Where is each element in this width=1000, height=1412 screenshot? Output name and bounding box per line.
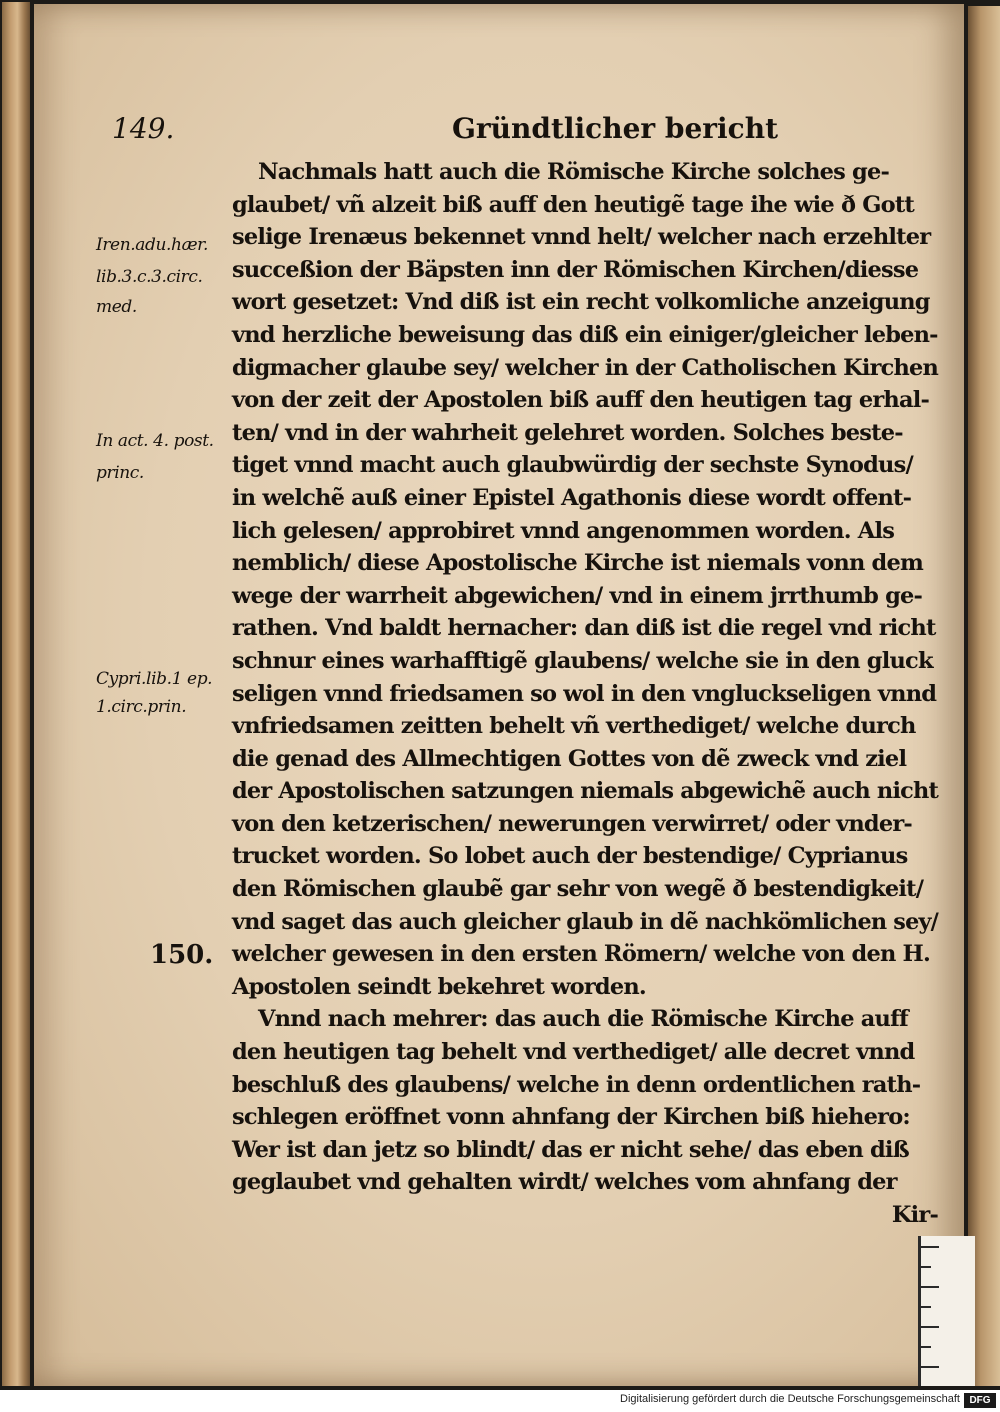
dfg-logo: DFG xyxy=(964,1393,996,1408)
text-line: der Apostolischen satzungen niemals abgewichẽ auch nicht xyxy=(232,778,939,805)
text-line: digmacher glaube sey/ welcher in der Catholischen Kirchen xyxy=(232,354,938,381)
text-line: wege der warrheit abgewichen/ vnd in einem jrrthumb ge- xyxy=(232,582,923,609)
marginal-note: Cypri.lib.1 ep. xyxy=(96,669,213,689)
text-line: schnur eines warhafftigẽ glaubens/ welche sie in den gluck xyxy=(232,647,933,674)
text-line: tiget vnnd macht auch glaubwürdig der sechste Synodus/ xyxy=(232,452,913,479)
text-line: Wer ist dan jetz so blindt/ das er nicht sehe/ das eben diß xyxy=(232,1136,909,1163)
scan-ruler xyxy=(918,1236,975,1386)
text-line: trucket worden. So lobet auch der bestendige/ Cyprianus xyxy=(232,843,908,870)
text-line: den heutigen tag behelt vnd verthediget/ alle decret vnnd xyxy=(232,1039,915,1066)
text-line: Vnnd nach mehrer: das auch die Römische Kirche auff xyxy=(258,1006,908,1033)
text-line: schlegen eröffnet vonn ahnfang der Kirchen biß hiehero: xyxy=(232,1104,910,1131)
text-line: wort gesetzet: Vnd diß ist ein recht volkomliche anzeigung xyxy=(232,289,930,316)
footer-bar xyxy=(0,1390,1000,1412)
text-line: lich gelesen/ approbiret vnnd angenommen worden. Als xyxy=(232,517,895,544)
text-line: glaubet/ vñ alzeit biß auff den heutigẽ tage ihe wie ð Gott xyxy=(232,191,915,218)
marginal-note: Iren.adu.hær. xyxy=(96,235,209,255)
text-line: vnfriedsamen zeitten behelt vñ verthediget/ welche durch xyxy=(232,713,916,740)
text-line: seligen vnnd friedsamen so wol in den vngluckseligen vnnd xyxy=(232,680,937,707)
text-line: ten/ vnd in der wahrheit gelehret worden. Solches beste- xyxy=(232,419,903,446)
section-number: 150. xyxy=(150,940,214,970)
ruler-tick xyxy=(921,1366,939,1368)
text-line: vnd saget das auch gleicher glaub in dẽ nachkömlichen sey/ xyxy=(232,908,939,935)
facing-page-edge xyxy=(968,6,1000,1386)
marginal-note: lib.3.c.3.circ. xyxy=(96,267,203,287)
text-line: beschluß des glaubens/ welche in denn ordentlichen rath- xyxy=(232,1071,921,1098)
text-line: vnd herzliche beweisung das diß ein einiger/gleicher leben- xyxy=(232,321,938,348)
ruler-tick xyxy=(921,1266,931,1268)
text-line: den Römischen glaubẽ gar sehr von wegẽ ð bestendigkeit/ xyxy=(232,876,924,903)
marginal-note: princ. xyxy=(96,463,144,483)
marginal-note: med. xyxy=(96,297,137,317)
running-title: Gründtlicher bericht xyxy=(452,112,779,145)
body-text xyxy=(232,156,938,1232)
text-line: die genad des Allmechtigen Gottes von dẽ zweck vnd ziel xyxy=(232,745,907,772)
text-line: rathen. Vnd baldt hernacher: dan diß ist die regel vnd richt xyxy=(232,615,936,642)
funding-credit: Digitalisierung gefördert durch die Deutsche Forschungsgemeinschaft xyxy=(620,1393,960,1405)
ruler-tick xyxy=(921,1306,931,1308)
ruler-tick xyxy=(921,1326,939,1328)
text-line: von den ketzerischen/ newerungen verwirret/ oder vnder- xyxy=(232,810,912,837)
text-line: geglaubet vnd gehalten wirdt/ welches vom ahnfang der xyxy=(232,1169,897,1196)
text-line: von der zeit der Apostolen biß auff den heutigen tag erhal- xyxy=(232,387,930,414)
ruler-tick xyxy=(921,1246,939,1248)
ruler-tick xyxy=(921,1286,939,1288)
marginal-note: 1.circ.prin. xyxy=(96,697,187,717)
page-number: 149. xyxy=(112,112,175,145)
catchword: Kir- xyxy=(891,1202,938,1228)
text-line: selige Irenæus bekennet vnnd helt/ welcher nach erzehlter xyxy=(232,224,931,251)
text-line: succeßion der Bäpsten inn der Römischen Kirchen/diesse xyxy=(232,256,919,283)
book-edge xyxy=(2,2,30,1386)
text-line: welcher gewesen in den ersten Römern/ welche von den H. xyxy=(232,941,931,968)
page-header xyxy=(112,112,932,152)
text-line: nemblich/ diese Apostolische Kirche ist niemals vonn dem xyxy=(232,550,924,577)
text-line: Nachmals hatt auch die Römische Kirche solches ge- xyxy=(258,159,890,185)
marginal-note: In act. 4. post. xyxy=(96,431,214,451)
ruler-tick xyxy=(921,1346,931,1348)
text-line: Apostolen seindt bekehret worden. xyxy=(232,973,646,1000)
text-line: in welchẽ auß einer Epistel Agathonis diese wordt offent- xyxy=(232,484,912,511)
